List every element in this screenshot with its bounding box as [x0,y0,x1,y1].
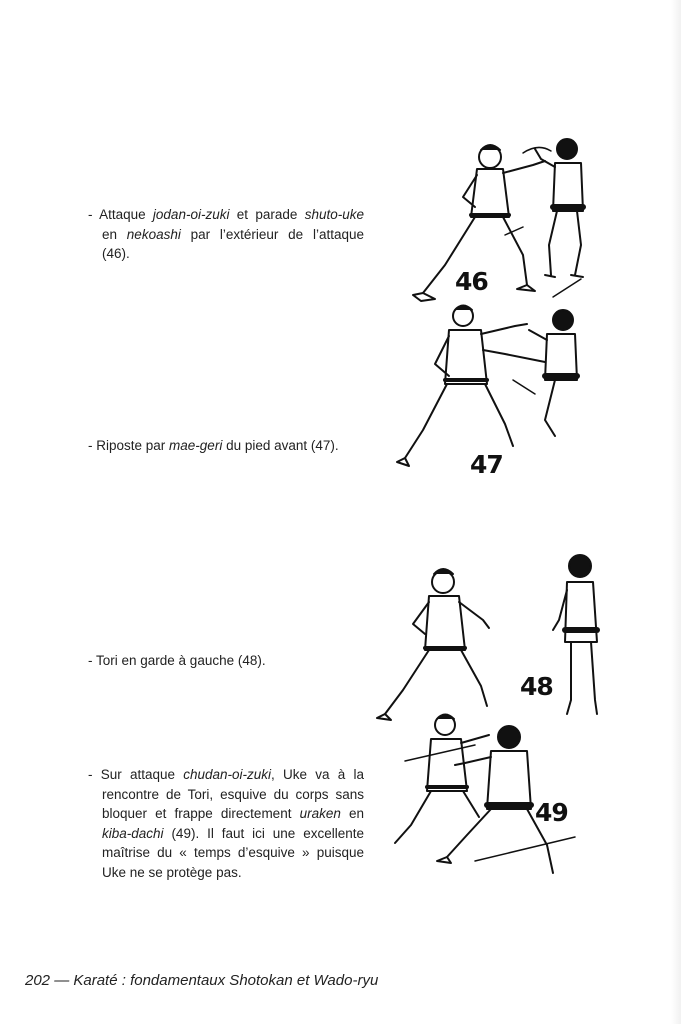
figure-46-number: 46 [455,267,488,296]
caption-46: - Attaque jodan-oi-zuki et parade shuto-uke en nekoashi par l’extérieur de l’attaque (46). [88,207,364,261]
figure-46-illustration [405,135,625,310]
figure-49-number: 49 [535,798,568,827]
page-footer [25,972,378,989]
figure-47-number: 47 [470,450,503,479]
figure-48-illustration [375,550,610,725]
figure-48-number: 48 [520,672,553,701]
figure-47-illustration [395,300,585,475]
figure-49-illustration [385,705,585,885]
page-number: 202 [25,972,51,989]
caption-47: - Riposte par mae-geri du pied avant (47). [88,438,339,453]
page-edge-shadow [671,0,681,1024]
book-title: Karaté : fondamentaux Shotokan et Wado-ryu [73,972,379,989]
footer-separator: — [50,972,74,989]
caption-48: - Tori en garde à gauche (48). [88,653,266,668]
caption-49: - Sur attaque chudan-oi-zuki, Uke va à la rencontre de Tori, esquive du corps sans bloquer et frappe directement uraken en kiba-dachi (49). Il faut ici une excellente maîtrise du « temps d’esquive » puisque Uke ne se protège pas. [88,767,364,880]
